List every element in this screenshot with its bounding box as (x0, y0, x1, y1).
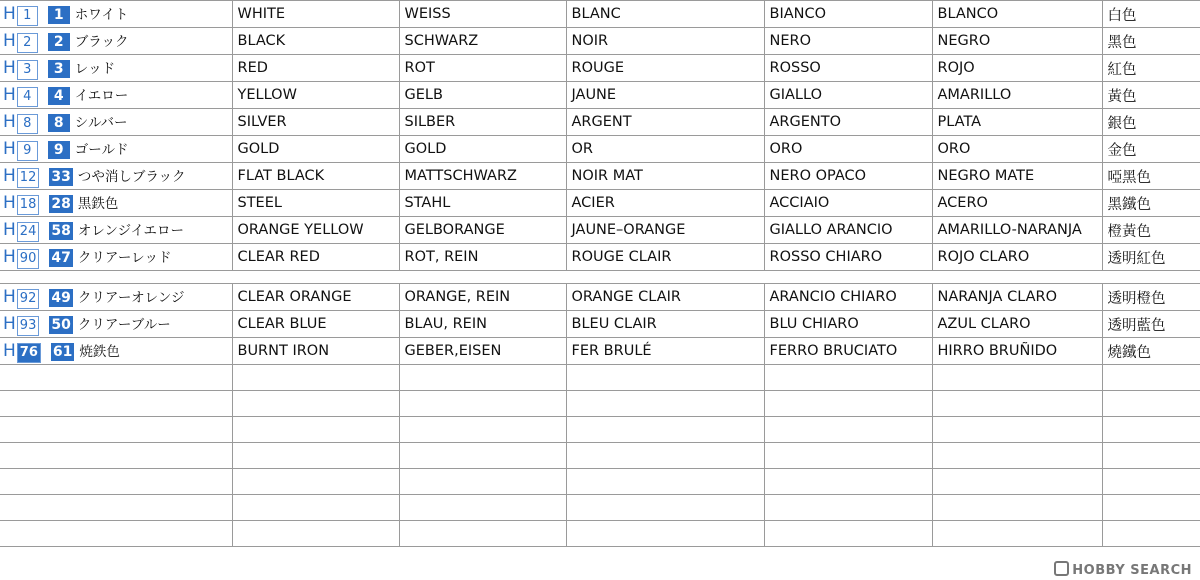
empty-cell (932, 521, 1102, 547)
empty-cell (566, 391, 764, 417)
table-row (0, 1, 1200, 28)
code-cell (0, 28, 232, 55)
spanish-name: ACERO (932, 190, 1102, 217)
color-code: 9 (48, 141, 70, 159)
empty-row (0, 469, 1200, 495)
chinese-name: 紅色 (1102, 55, 1200, 82)
gap-cell (764, 271, 932, 284)
table-row (0, 28, 1200, 55)
chinese-name: 透明橙色 (1102, 284, 1200, 311)
h-prefix: H (3, 3, 16, 24)
spanish-name: ROJO (932, 55, 1102, 82)
english-name: GOLD (232, 136, 399, 163)
empty-cell (399, 469, 566, 495)
empty-cell (232, 495, 399, 521)
empty-cell (764, 495, 932, 521)
empty-cell (232, 469, 399, 495)
empty-cell (764, 521, 932, 547)
h-code: 76 (17, 343, 41, 363)
german-name: ROT, REIN (399, 244, 566, 271)
table-row (0, 82, 1200, 109)
empty-cell (232, 391, 399, 417)
japanese-name: ホワイト (74, 6, 129, 23)
german-name: GELB (399, 82, 566, 109)
empty-cell (1102, 365, 1200, 391)
german-name: STAHL (399, 190, 566, 217)
h-code: 93 (17, 316, 40, 336)
empty-cell (566, 469, 764, 495)
french-name: OR (566, 136, 764, 163)
italian-name: ARGENTO (764, 109, 932, 136)
italian-name: ARANCIO CHIARO (764, 284, 932, 311)
german-name: BLAU, REIN (399, 311, 566, 338)
spanish-name: NEGRO (932, 28, 1102, 55)
color-code: 49 (51, 289, 71, 306)
empty-cell (932, 495, 1102, 521)
english-name: BLACK (232, 28, 399, 55)
empty-cell (764, 469, 932, 495)
german-name: SCHWARZ (399, 28, 566, 55)
english-name: RED (232, 55, 399, 82)
empty-cell (399, 391, 566, 417)
h-prefix: H (3, 84, 16, 105)
empty-cell (1102, 521, 1200, 547)
h-code: 92 (17, 289, 40, 309)
english-name: ORANGE YELLOW (232, 217, 399, 244)
table-row (0, 244, 1200, 271)
h-code: 18 (17, 195, 40, 215)
spanish-name: HIRRO BRUÑIDO (932, 338, 1102, 365)
japanese-name: ゴールド (74, 141, 129, 158)
gap-cell (232, 271, 399, 284)
table-row (0, 217, 1200, 244)
empty-cell (932, 469, 1102, 495)
japanese-name: 黒鉄色 (77, 195, 119, 212)
empty-row (0, 391, 1200, 417)
h-prefix: H (3, 286, 16, 307)
h-code: 3 (17, 60, 38, 80)
french-name: ORANGE CLAIR (566, 284, 764, 311)
h-prefix: H (3, 313, 16, 334)
empty-cell (0, 365, 232, 391)
color-code: 28 (51, 195, 71, 212)
empty-cell (932, 417, 1102, 443)
empty-row (0, 521, 1200, 547)
gap-cell (0, 271, 232, 284)
section-gap (0, 271, 1200, 284)
h-prefix: H (3, 138, 16, 159)
empty-cell (0, 495, 232, 521)
h-prefix: H (3, 57, 16, 78)
color-code: 58 (51, 222, 71, 239)
h-code: 12 (17, 168, 40, 188)
english-name: SILVER (232, 109, 399, 136)
chinese-name: 啞黑色 (1102, 163, 1200, 190)
japanese-name: レッド (74, 60, 116, 77)
empty-cell (1102, 469, 1200, 495)
german-name: MATTSCHWARZ (399, 163, 566, 190)
empty-cell (1102, 391, 1200, 417)
watermark-text: HOBBY SEARCH (1072, 563, 1192, 578)
empty-cell (566, 365, 764, 391)
japanese-name: クリアーレッド (77, 249, 172, 266)
code-cell (0, 311, 232, 338)
japanese-name: シルバー (74, 114, 128, 131)
spanish-name: ORO (932, 136, 1102, 163)
table-row (0, 311, 1200, 338)
code-cell (0, 338, 232, 365)
french-name: ROUGE (566, 55, 764, 82)
empty-cell (764, 391, 932, 417)
empty-cell (232, 365, 399, 391)
japanese-name: つや消しブラック (77, 168, 186, 185)
chinese-name: 白色 (1102, 1, 1200, 28)
empty-cell (1102, 495, 1200, 521)
h-prefix: H (3, 192, 16, 213)
empty-cell (399, 495, 566, 521)
code-cell (0, 244, 232, 271)
code-cell (0, 163, 232, 190)
english-name: CLEAR ORANGE (232, 284, 399, 311)
empty-cell (0, 521, 232, 547)
h-prefix: H (3, 165, 16, 186)
empty-cell (399, 521, 566, 547)
english-name: CLEAR RED (232, 244, 399, 271)
french-name: ARGENT (566, 109, 764, 136)
french-name: ACIER (566, 190, 764, 217)
spanish-name: AMARILLO (932, 82, 1102, 109)
german-name: GELBORANGE (399, 217, 566, 244)
english-name: STEEL (232, 190, 399, 217)
french-name: ROUGE CLAIR (566, 244, 764, 271)
empty-cell (566, 443, 764, 469)
empty-row (0, 495, 1200, 521)
empty-cell (764, 417, 932, 443)
spanish-name: ROJO CLARO (932, 244, 1102, 271)
empty-cell (399, 417, 566, 443)
empty-cell (0, 417, 232, 443)
german-name: WEISS (399, 1, 566, 28)
code-cell (0, 136, 232, 163)
watermark-logo (1054, 561, 1192, 578)
italian-name: ORO (764, 136, 932, 163)
color-code: 50 (51, 316, 71, 333)
color-code: 8 (48, 114, 70, 132)
spanish-name: NEGRO MATE (932, 163, 1102, 190)
italian-name: BLU CHIARO (764, 311, 932, 338)
gap-cell (566, 271, 764, 284)
empty-cell (764, 365, 932, 391)
empty-row (0, 365, 1200, 391)
empty-cell (932, 443, 1102, 469)
italian-name: ROSSO (764, 55, 932, 82)
german-name: SILBER (399, 109, 566, 136)
chinese-name: 黃色 (1102, 82, 1200, 109)
table-row (0, 338, 1200, 365)
code-cell (0, 109, 232, 136)
h-code: 1 (17, 6, 38, 26)
french-name: NOIR MAT (566, 163, 764, 190)
french-name: BLEU CLAIR (566, 311, 764, 338)
empty-cell (0, 391, 232, 417)
code-cell (0, 1, 232, 28)
code-cell (0, 190, 232, 217)
spanish-name: AZUL CLARO (932, 311, 1102, 338)
h-prefix: H (3, 30, 16, 51)
code-cell (0, 82, 232, 109)
empty-cell (0, 443, 232, 469)
h-prefix: H (3, 111, 16, 132)
empty-cell (399, 443, 566, 469)
h-code: 8 (17, 114, 38, 134)
german-name: ORANGE, REIN (399, 284, 566, 311)
japanese-name: クリアーブルー (77, 316, 171, 333)
color-code: 33 (51, 168, 71, 185)
english-name: FLAT BLACK (232, 163, 399, 190)
japanese-name: イエロー (74, 87, 129, 104)
english-name: WHITE (232, 1, 399, 28)
spanish-name: AMARILLO-NARANJA (932, 217, 1102, 244)
color-code: 47 (51, 249, 71, 266)
empty-cell (566, 417, 764, 443)
empty-cell (932, 365, 1102, 391)
german-name: ROT (399, 55, 566, 82)
code-cell (0, 217, 232, 244)
empty-cell (232, 417, 399, 443)
h-code: 9 (17, 141, 38, 161)
empty-cell (932, 391, 1102, 417)
french-name: NOIR (566, 28, 764, 55)
table-row (0, 55, 1200, 82)
h-prefix: H (3, 340, 16, 361)
japanese-name: ブラック (74, 33, 129, 50)
h-code: 2 (17, 33, 38, 53)
spanish-name: NARANJA CLARO (932, 284, 1102, 311)
table-row (0, 109, 1200, 136)
spanish-name: PLATA (932, 109, 1102, 136)
chinese-name: 銀色 (1102, 109, 1200, 136)
empty-row (0, 417, 1200, 443)
color-code: 3 (48, 60, 70, 78)
chinese-name: 透明紅色 (1102, 244, 1200, 271)
empty-cell (566, 521, 764, 547)
english-name: CLEAR BLUE (232, 311, 399, 338)
empty-cell (566, 495, 764, 521)
italian-name: ROSSO CHIARO (764, 244, 932, 271)
table-row (0, 136, 1200, 163)
french-name: BLANC (566, 1, 764, 28)
gap-cell (399, 271, 566, 284)
japanese-name: 焼鉄色 (79, 343, 120, 360)
h-code: 24 (17, 222, 40, 242)
english-name: BURNT IRON (232, 338, 399, 365)
italian-name: NERO (764, 28, 932, 55)
italian-name: NERO OPACO (764, 163, 932, 190)
english-name: YELLOW (232, 82, 399, 109)
german-name: GOLD (399, 136, 566, 163)
empty-cell (232, 521, 399, 547)
chinese-name: 黑鐵色 (1102, 190, 1200, 217)
color-code: 4 (48, 87, 70, 105)
chinese-name: 燒鐵色 (1102, 338, 1200, 365)
french-name: JAUNE–ORANGE (566, 217, 764, 244)
german-name: GEBER,EISEN (399, 338, 566, 365)
color-code: 61 (52, 343, 73, 360)
table-row (0, 190, 1200, 217)
spanish-name: BLANCO (932, 1, 1102, 28)
empty-row (0, 443, 1200, 469)
italian-name: ACCIAIO (764, 190, 932, 217)
code-cell (0, 55, 232, 82)
logo-icon (1054, 561, 1069, 576)
french-name: JAUNE (566, 82, 764, 109)
empty-cell (1102, 417, 1200, 443)
chinese-name: 透明藍色 (1102, 311, 1200, 338)
h-code: 90 (17, 249, 40, 269)
color-code: 1 (48, 6, 70, 24)
italian-name: GIALLO ARANCIO (764, 217, 932, 244)
gap-cell (1102, 271, 1200, 284)
empty-cell (0, 469, 232, 495)
h-prefix: H (3, 246, 16, 267)
chinese-name: 橙黃色 (1102, 217, 1200, 244)
h-code: 4 (17, 87, 38, 107)
gap-cell (932, 271, 1102, 284)
table-row (0, 163, 1200, 190)
japanese-name: クリアーオレンジ (77, 289, 185, 306)
empty-cell (1102, 443, 1200, 469)
chinese-name: 金色 (1102, 136, 1200, 163)
japanese-name: オレンジイエロー (77, 222, 184, 239)
code-cell (0, 284, 232, 311)
french-name: FER BRULÉ (566, 338, 764, 365)
table-row (0, 284, 1200, 311)
empty-cell (399, 365, 566, 391)
empty-cell (232, 443, 399, 469)
italian-name: GIALLO (764, 82, 932, 109)
italian-name: BIANCO (764, 1, 932, 28)
empty-cell (764, 443, 932, 469)
italian-name: FERRO BRUCIATO (764, 338, 932, 365)
color-code: 2 (48, 33, 70, 51)
chinese-name: 黑色 (1102, 28, 1200, 55)
h-prefix: H (3, 219, 16, 240)
